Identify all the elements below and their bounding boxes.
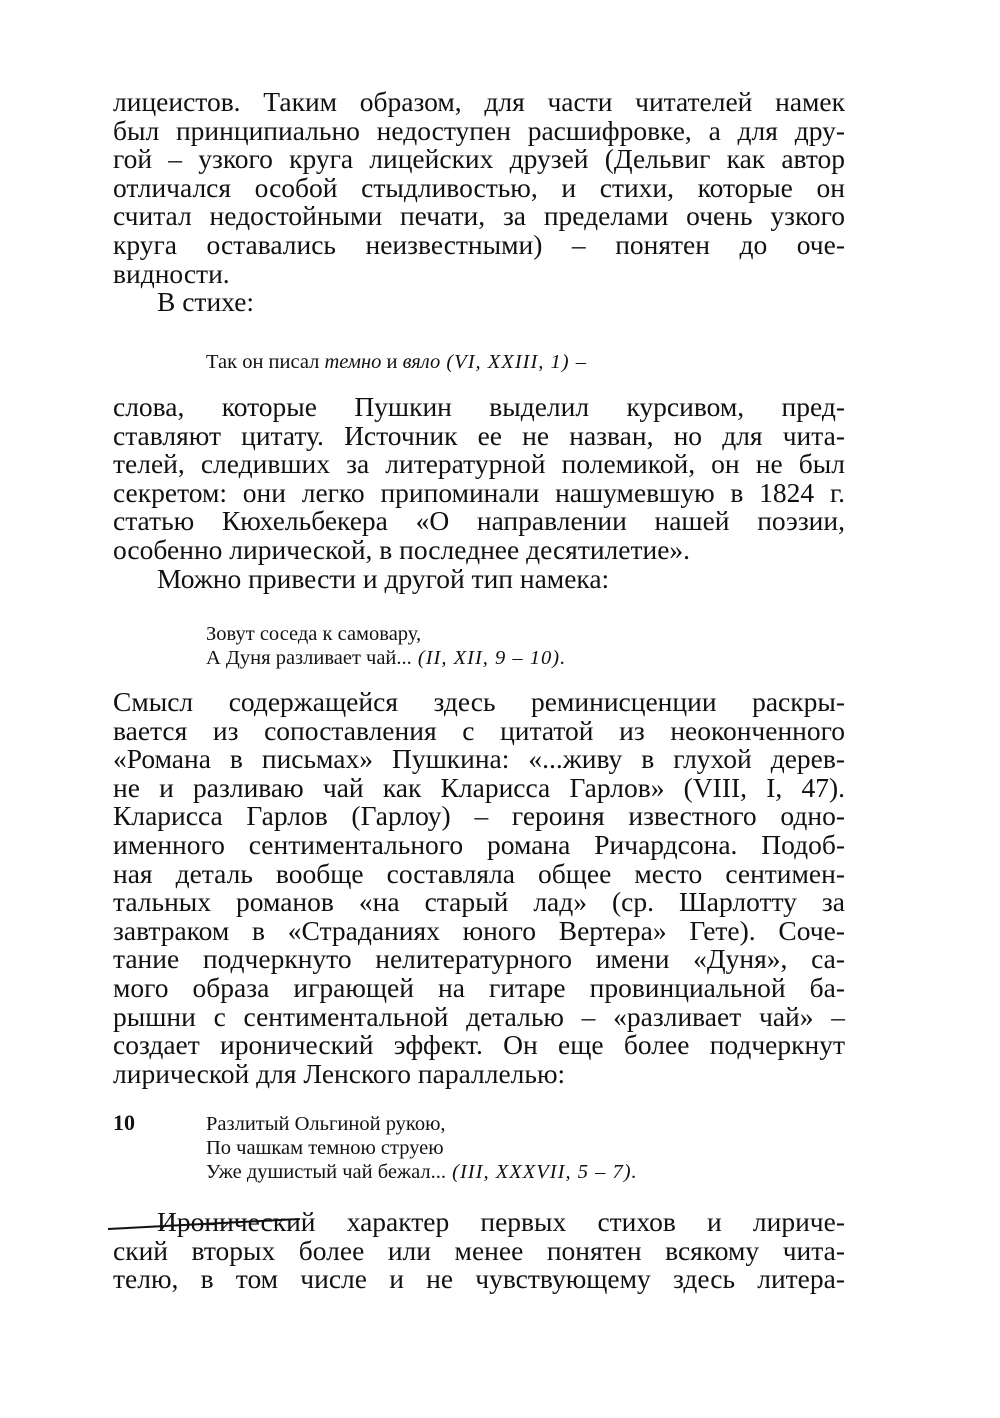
- text-line: «Романа в письмах» Пушкина: «...живу в глухой дерев-: [113, 743, 845, 775]
- italic-word: темно: [324, 351, 382, 373]
- verse-line: Уже душистый чай бежал... (III, XXXVII, 5 – 7).: [206, 1161, 638, 1183]
- text-line: гой – узкого круга лицейских друзей (Дельвиг как автор: [113, 143, 845, 175]
- text-line: видности.: [113, 257, 230, 289]
- text-line: завтраком в «Страданиях юного Вертера» Гете). Соче-: [113, 914, 845, 946]
- verse-quote-1: [206, 350, 587, 374]
- text-line: Иронический характер первых стихов и лириче-: [157, 1206, 845, 1237]
- paragraph-citation: [113, 393, 845, 593]
- verse-reference: (III, XXXVII, 5 – 7).: [446, 1161, 638, 1183]
- text-line: был принципиально недоступен расшифровке, а для дру-: [113, 114, 845, 146]
- text-line: вается из сопоставления с цитатой из неоконченного: [113, 714, 845, 746]
- text-line: отличался особой стыдливостью, и стихи, которые он: [113, 171, 845, 203]
- text-line: не и разливаю чай как Кларисса Гарлов» (VIII, I, 47).: [113, 771, 845, 803]
- text-line: слова, которые Пушкин выделил курсивом, пред-: [113, 391, 845, 422]
- text-line: Кларисса Гарлов (Гарлоу) – героиня известного одно-: [113, 800, 845, 832]
- text-line: ставляют цитату. Источник ее не назван, но для чита-: [113, 419, 845, 451]
- text-line: мого образа играющей на гитаре провинциальной ба-: [113, 971, 845, 1003]
- verse-line: Разлитый Ольгиной рукою,: [206, 1113, 446, 1135]
- verse-line: По чашкам темною струею: [206, 1137, 444, 1159]
- verse-line: Так он писал темно и вяло (VI, XXIII, 1) –: [206, 351, 587, 373]
- text-line: тальных романов «на старый лад» (ср. Шарлотту за: [113, 886, 845, 918]
- text-line: именного сентиментального романа Ричардсона. Подоб-: [113, 828, 845, 860]
- text-line: статью Кюхельбекера «О направлении нашей поэзии,: [113, 505, 845, 537]
- verse-reference: (VI, XXIII, 1) –: [440, 351, 587, 373]
- paragraph-irony: [113, 1208, 845, 1294]
- verse-line: Зовут соседа к самовару,: [206, 623, 422, 645]
- verse-reference: (II, XII, 9 – 10).: [411, 647, 567, 669]
- text-line: Смысл содержащейся здесь реминисценции раскры-: [113, 686, 845, 717]
- text-line: телю, в том числе и не чувствующему здесь литера-: [113, 1263, 845, 1295]
- text-line: телей, следивших за литературной полемикой, он не был: [113, 448, 845, 480]
- italic-word: вяло: [402, 351, 441, 373]
- text-line: создает иронический эффект. Он еще более подчеркнут: [113, 1029, 845, 1061]
- text-line: лицеистов. Таким образом, для части читателей намек: [113, 86, 845, 117]
- verse-quote-2: [206, 622, 566, 670]
- text-line: ский вторых более или менее понятен всякому чита-: [113, 1234, 845, 1266]
- verse-quote-3: [206, 1112, 638, 1184]
- text-line: особенно лирической, в последнее десятилетие».: [113, 533, 691, 565]
- paragraph-continuation: [113, 88, 845, 317]
- verse-intro: В стихе:: [157, 286, 255, 318]
- text-line: считал недостойными печати, за пределами очень узкого: [113, 200, 845, 232]
- page-number: 10: [113, 1110, 135, 1135]
- text-line: круга оставались неизвестными) – понятен до оче-: [113, 228, 845, 260]
- text-line: лирической для Ленского параллелью:: [113, 1057, 566, 1089]
- text-line: ная деталь вообще составляла общее место сентимен-: [113, 857, 845, 889]
- verse-line: А Дуня разливает чай... (II, XII, 9 – 10).: [206, 647, 567, 669]
- text-line: рышни с сентиментальной деталью – «разливает чай» –: [113, 1000, 845, 1032]
- paragraph-reminiscence: [113, 688, 845, 1088]
- text-line: секретом: они легко припоминали нашумевшую в 1824 г.: [113, 476, 845, 508]
- text-line: тание подчеркнуто нелитературного имени «Дуня», са-: [113, 943, 845, 975]
- verse-intro: Можно привести и другой тип намека:: [157, 562, 610, 594]
